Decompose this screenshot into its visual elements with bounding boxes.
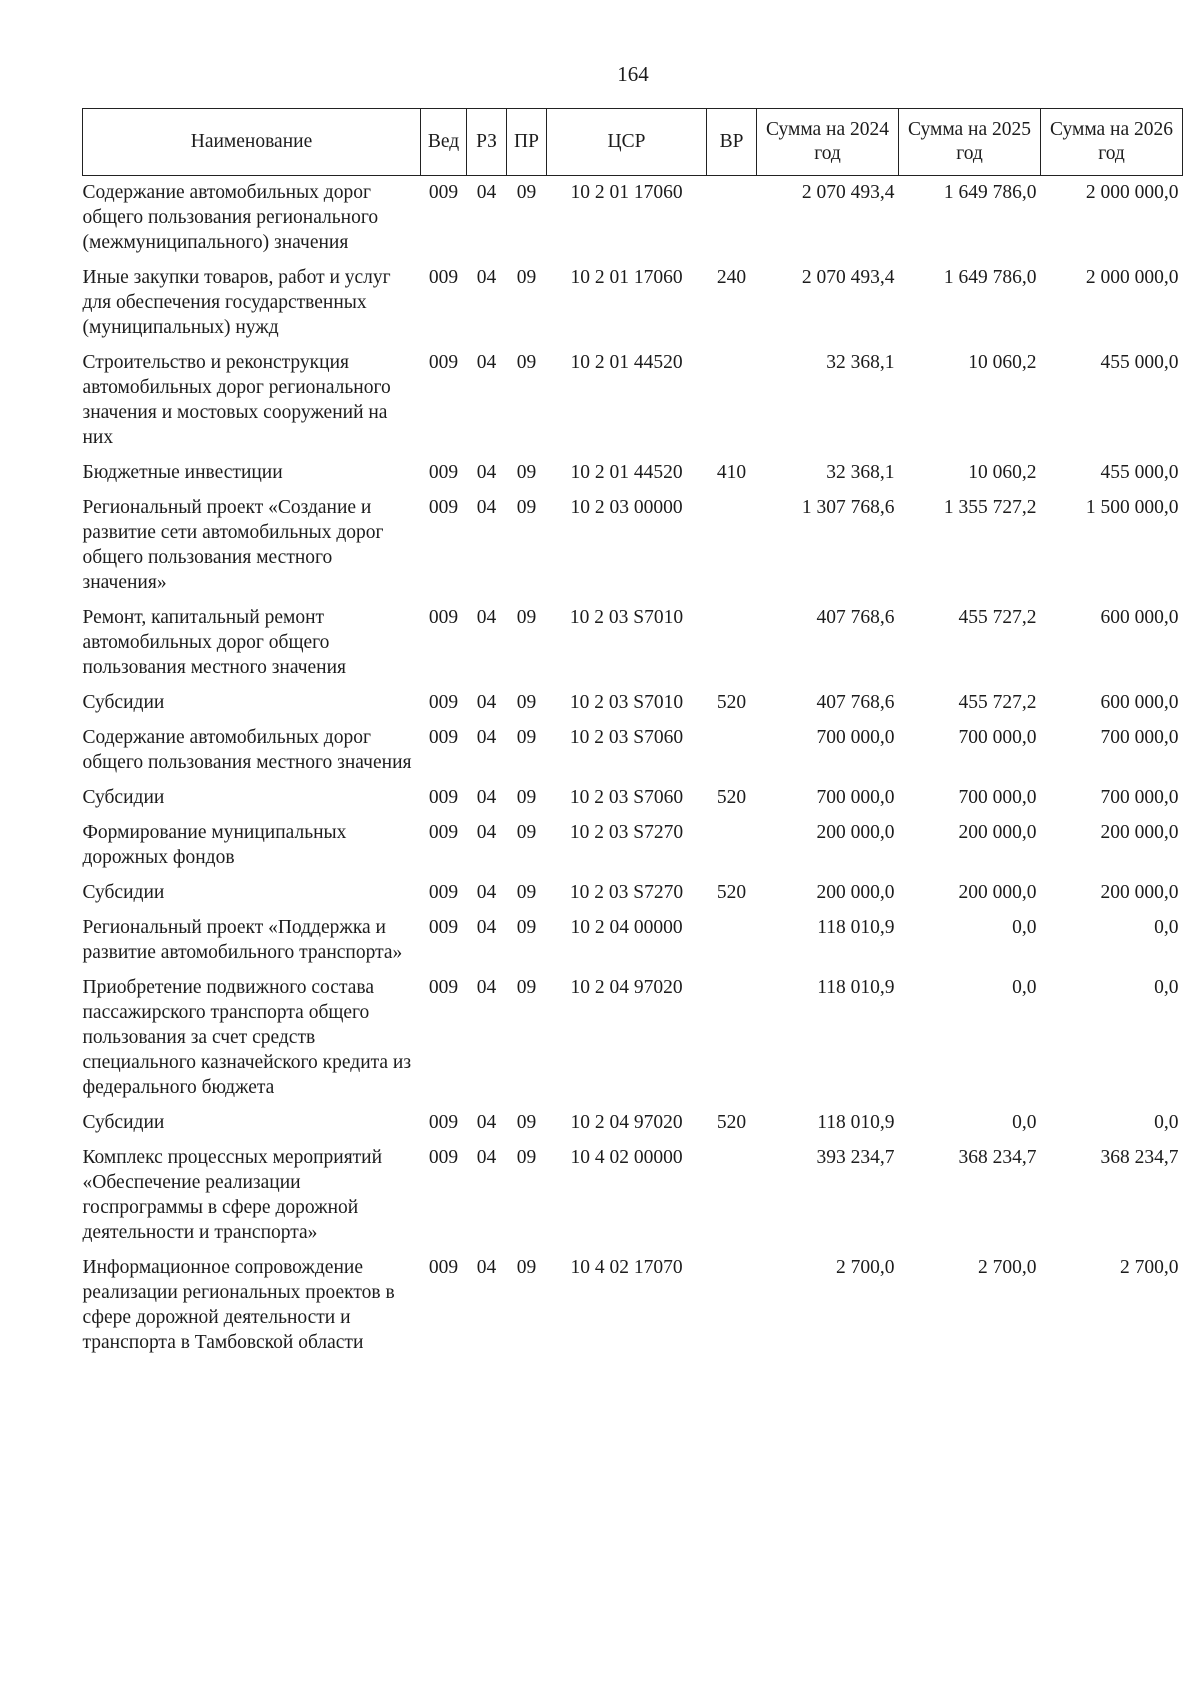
cell-rz: 04	[476, 1112, 497, 1133]
cell-vr	[707, 911, 757, 971]
table-row	[83, 1106, 1183, 1141]
cell-name: Формирование муниципальных дорожных фондов	[82, 822, 347, 868]
cell-sum-2026: 2 700,0	[1120, 1257, 1179, 1278]
cell-pr: 09	[516, 692, 537, 713]
table-row	[83, 686, 1183, 721]
cell-vr: 520	[716, 692, 747, 713]
cell-rz: 04	[476, 607, 497, 628]
cell-vr	[707, 346, 757, 456]
cell-pr: 09	[516, 822, 537, 843]
cell-ved: 009	[428, 822, 459, 843]
cell-sum-2025: 1 649 786,0	[943, 267, 1037, 288]
cell-sum-2025: 0,0	[1012, 1112, 1037, 1133]
cell-rz: 04	[476, 727, 497, 748]
cell-sum-2026: 0,0	[1154, 917, 1179, 938]
cell-vr	[707, 971, 757, 1106]
table-row	[83, 816, 1183, 876]
cell-pr: 09	[516, 977, 537, 998]
cell-sum-2026: 2 000 000,0	[1085, 267, 1179, 288]
cell-sum-2025: 200 000,0	[958, 882, 1037, 903]
cell-ved: 009	[428, 462, 459, 483]
cell-csr: 10 2 01 17060	[570, 182, 683, 203]
table-row	[83, 971, 1183, 1106]
cell-sum-2026: 700 000,0	[1100, 727, 1179, 748]
table-row	[83, 1251, 1183, 1361]
cell-csr: 10 2 01 17060	[570, 267, 683, 288]
cell-name: Приобретение подвижного состава пассажирского транспорта общего пользования за счет средств специального казначейского кредита из федерального бюджета	[82, 977, 412, 1098]
cell-ved: 009	[428, 917, 459, 938]
cell-pr: 09	[516, 727, 537, 748]
cell-name: Информационное сопровождение реализации региональных проектов в сфере дорожной деятельности и транспорта в Тамбовской области	[82, 1257, 395, 1353]
cell-sum-2026: 455 000,0	[1100, 352, 1179, 373]
cell-name: Региональный проект «Создание и развитие сети автомобильных дорог общего пользования местного значения»	[82, 497, 384, 593]
cell-name: Субсидии	[82, 882, 165, 903]
cell-sum-2024: 200 000,0	[816, 822, 895, 843]
cell-sum-2024: 32 368,1	[826, 352, 895, 373]
cell-csr: 10 2 04 97020	[570, 977, 683, 998]
table-row	[83, 346, 1183, 456]
cell-rz: 04	[476, 692, 497, 713]
cell-csr: 10 4 02 17070	[570, 1257, 683, 1278]
table-row	[83, 176, 1183, 262]
cell-sum-2026: 0,0	[1154, 977, 1179, 998]
header-rz: РЗ	[467, 109, 507, 176]
cell-sum-2025: 1 355 727,2	[943, 497, 1037, 518]
cell-pr: 09	[516, 787, 537, 808]
cell-sum-2024: 700 000,0	[816, 727, 895, 748]
cell-vr	[707, 601, 757, 686]
cell-rz: 04	[476, 977, 497, 998]
cell-pr: 09	[516, 267, 537, 288]
cell-sum-2025: 10 060,2	[968, 462, 1037, 483]
table-row	[83, 911, 1183, 971]
cell-sum-2024: 2 070 493,4	[801, 267, 895, 288]
table-header	[83, 109, 1183, 176]
cell-rz: 04	[476, 917, 497, 938]
table-row	[83, 721, 1183, 781]
header-ved: Вед	[421, 109, 467, 176]
cell-sum-2025: 455 727,2	[958, 692, 1037, 713]
cell-sum-2025: 1 649 786,0	[943, 182, 1037, 203]
cell-name: Строительство и реконструкция автомобильных дорог регионального значения и мостовых сооружений на них	[82, 352, 391, 448]
cell-csr: 10 4 02 00000	[570, 1147, 683, 1168]
cell-sum-2024: 118 010,9	[817, 1112, 895, 1133]
cell-sum-2026: 200 000,0	[1100, 822, 1179, 843]
cell-ved: 009	[428, 977, 459, 998]
cell-pr: 09	[516, 462, 537, 483]
cell-csr: 10 2 03 S7270	[569, 822, 684, 843]
cell-vr	[707, 1251, 757, 1361]
cell-sum-2025: 0,0	[1012, 917, 1037, 938]
cell-vr	[707, 176, 757, 262]
cell-name: Региональный проект «Поддержка и развитие автомобильного транспорта»	[82, 917, 403, 963]
cell-name: Содержание автомобильных дорог общего пользования регионального (межмуниципального) значения	[82, 182, 379, 253]
cell-pr: 09	[516, 1112, 537, 1133]
cell-rz: 04	[476, 787, 497, 808]
cell-sum-2026: 455 000,0	[1100, 462, 1179, 483]
cell-sum-2026: 600 000,0	[1100, 692, 1179, 713]
cell-sum-2024: 2 700,0	[836, 1257, 895, 1278]
table-row	[83, 261, 1183, 346]
cell-sum-2024: 118 010,9	[817, 917, 895, 938]
cell-sum-2024: 700 000,0	[816, 787, 895, 808]
page-number: 164	[617, 62, 649, 86]
cell-vr: 410	[716, 462, 747, 483]
cell-sum-2024: 32 368,1	[826, 462, 895, 483]
cell-sum-2026: 2 000 000,0	[1085, 182, 1179, 203]
cell-rz: 04	[476, 182, 497, 203]
cell-sum-2026: 200 000,0	[1100, 882, 1179, 903]
cell-rz: 04	[476, 882, 497, 903]
cell-pr: 09	[516, 497, 537, 518]
table-row	[83, 876, 1183, 911]
table-row	[83, 491, 1183, 601]
cell-vr	[707, 721, 757, 781]
table-row	[83, 781, 1183, 816]
header-sum-2024: Сумма на 2024 год	[757, 109, 899, 176]
cell-rz: 04	[476, 1147, 497, 1168]
cell-sum-2024: 1 307 768,6	[801, 497, 895, 518]
header-sum-2026: Сумма на 2026 год	[1041, 109, 1183, 176]
cell-sum-2025: 0,0	[1012, 977, 1037, 998]
cell-ved: 009	[428, 1112, 459, 1133]
cell-name: Бюджетные инвестиции	[82, 462, 283, 483]
cell-pr: 09	[516, 1257, 537, 1278]
cell-sum-2024: 407 768,6	[816, 607, 895, 628]
cell-vr: 520	[716, 787, 747, 808]
cell-ved: 009	[428, 882, 459, 903]
cell-csr: 10 2 03 S7010	[569, 692, 684, 713]
cell-name: Субсидии	[82, 787, 165, 808]
cell-name: Комплекс процессных мероприятий «Обеспечение реализации госпрограммы в сфере дорожной деятельности и транспорта»	[82, 1147, 383, 1243]
cell-sum-2026: 600 000,0	[1100, 607, 1179, 628]
cell-rz: 04	[476, 1257, 497, 1278]
table-row	[83, 1141, 1183, 1251]
table-row	[83, 601, 1183, 686]
cell-sum-2026: 368 234,7	[1100, 1147, 1179, 1168]
cell-rz: 04	[476, 462, 497, 483]
cell-sum-2024: 393 234,7	[816, 1147, 895, 1168]
cell-sum-2026: 0,0	[1154, 1112, 1179, 1133]
cell-name: Ремонт, капитальный ремонт автомобильных дорог общего пользования местного значения	[82, 607, 347, 678]
cell-pr: 09	[516, 182, 537, 203]
cell-vr	[707, 491, 757, 601]
cell-sum-2026: 700 000,0	[1100, 787, 1179, 808]
cell-pr: 09	[516, 352, 537, 373]
cell-sum-2024: 2 070 493,4	[801, 182, 895, 203]
header-vr: ВР	[707, 109, 757, 176]
cell-csr: 10 2 03 S7060	[569, 787, 684, 808]
cell-ved: 009	[428, 182, 459, 203]
header-name: Наименование	[83, 109, 421, 176]
cell-sum-2026: 1 500 000,0	[1085, 497, 1179, 518]
cell-ved: 009	[428, 267, 459, 288]
cell-name: Иные закупки товаров, работ и услуг для обеспечения государственных (муниципальных) нужд	[82, 267, 391, 338]
cell-rz: 04	[476, 822, 497, 843]
cell-ved: 009	[428, 1257, 459, 1278]
cell-vr	[707, 1141, 757, 1251]
cell-csr: 10 2 01 44520	[570, 352, 683, 373]
cell-sum-2024: 407 768,6	[816, 692, 895, 713]
cell-csr: 10 2 03 S7270	[569, 882, 684, 903]
cell-sum-2025: 368 234,7	[958, 1147, 1037, 1168]
cell-vr: 520	[716, 882, 747, 903]
cell-ved: 009	[428, 607, 459, 628]
cell-rz: 04	[476, 497, 497, 518]
header-pr: ПР	[507, 109, 547, 176]
cell-sum-2025: 10 060,2	[968, 352, 1037, 373]
cell-pr: 09	[516, 882, 537, 903]
cell-sum-2024: 200 000,0	[816, 882, 895, 903]
cell-csr: 10 2 04 97020	[570, 1112, 683, 1133]
cell-csr: 10 2 03 S7010	[569, 607, 684, 628]
table-row	[83, 456, 1183, 491]
cell-ved: 009	[428, 1147, 459, 1168]
cell-csr: 10 2 03 S7060	[569, 727, 684, 748]
cell-pr: 09	[516, 1147, 537, 1168]
cell-sum-2024: 118 010,9	[817, 977, 895, 998]
cell-sum-2025: 700 000,0	[958, 787, 1037, 808]
cell-sum-2025: 2 700,0	[978, 1257, 1037, 1278]
budget-table	[82, 108, 1183, 1361]
cell-vr	[707, 816, 757, 876]
table-body	[83, 176, 1183, 1362]
cell-ved: 009	[428, 692, 459, 713]
cell-ved: 009	[428, 727, 459, 748]
cell-name: Субсидии	[82, 1112, 165, 1133]
cell-csr: 10 2 01 44520	[570, 462, 683, 483]
cell-sum-2025: 200 000,0	[958, 822, 1037, 843]
cell-rz: 04	[476, 267, 497, 288]
cell-pr: 09	[516, 917, 537, 938]
cell-sum-2025: 700 000,0	[958, 727, 1037, 748]
cell-name: Содержание автомобильных дорог общего пользования местного значения	[82, 727, 412, 773]
cell-name: Субсидии	[82, 692, 165, 713]
cell-ved: 009	[428, 787, 459, 808]
cell-vr: 240	[716, 267, 747, 288]
cell-ved: 009	[428, 352, 459, 373]
cell-rz: 04	[476, 352, 497, 373]
cell-pr: 09	[516, 607, 537, 628]
cell-csr: 10 2 03 00000	[570, 497, 683, 518]
cell-ved: 009	[428, 497, 459, 518]
cell-csr: 10 2 04 00000	[570, 917, 683, 938]
cell-vr: 520	[716, 1112, 747, 1133]
cell-sum-2025: 455 727,2	[958, 607, 1037, 628]
header-csr: ЦСР	[547, 109, 707, 176]
header-sum-2025: Сумма на 2025 год	[899, 109, 1041, 176]
